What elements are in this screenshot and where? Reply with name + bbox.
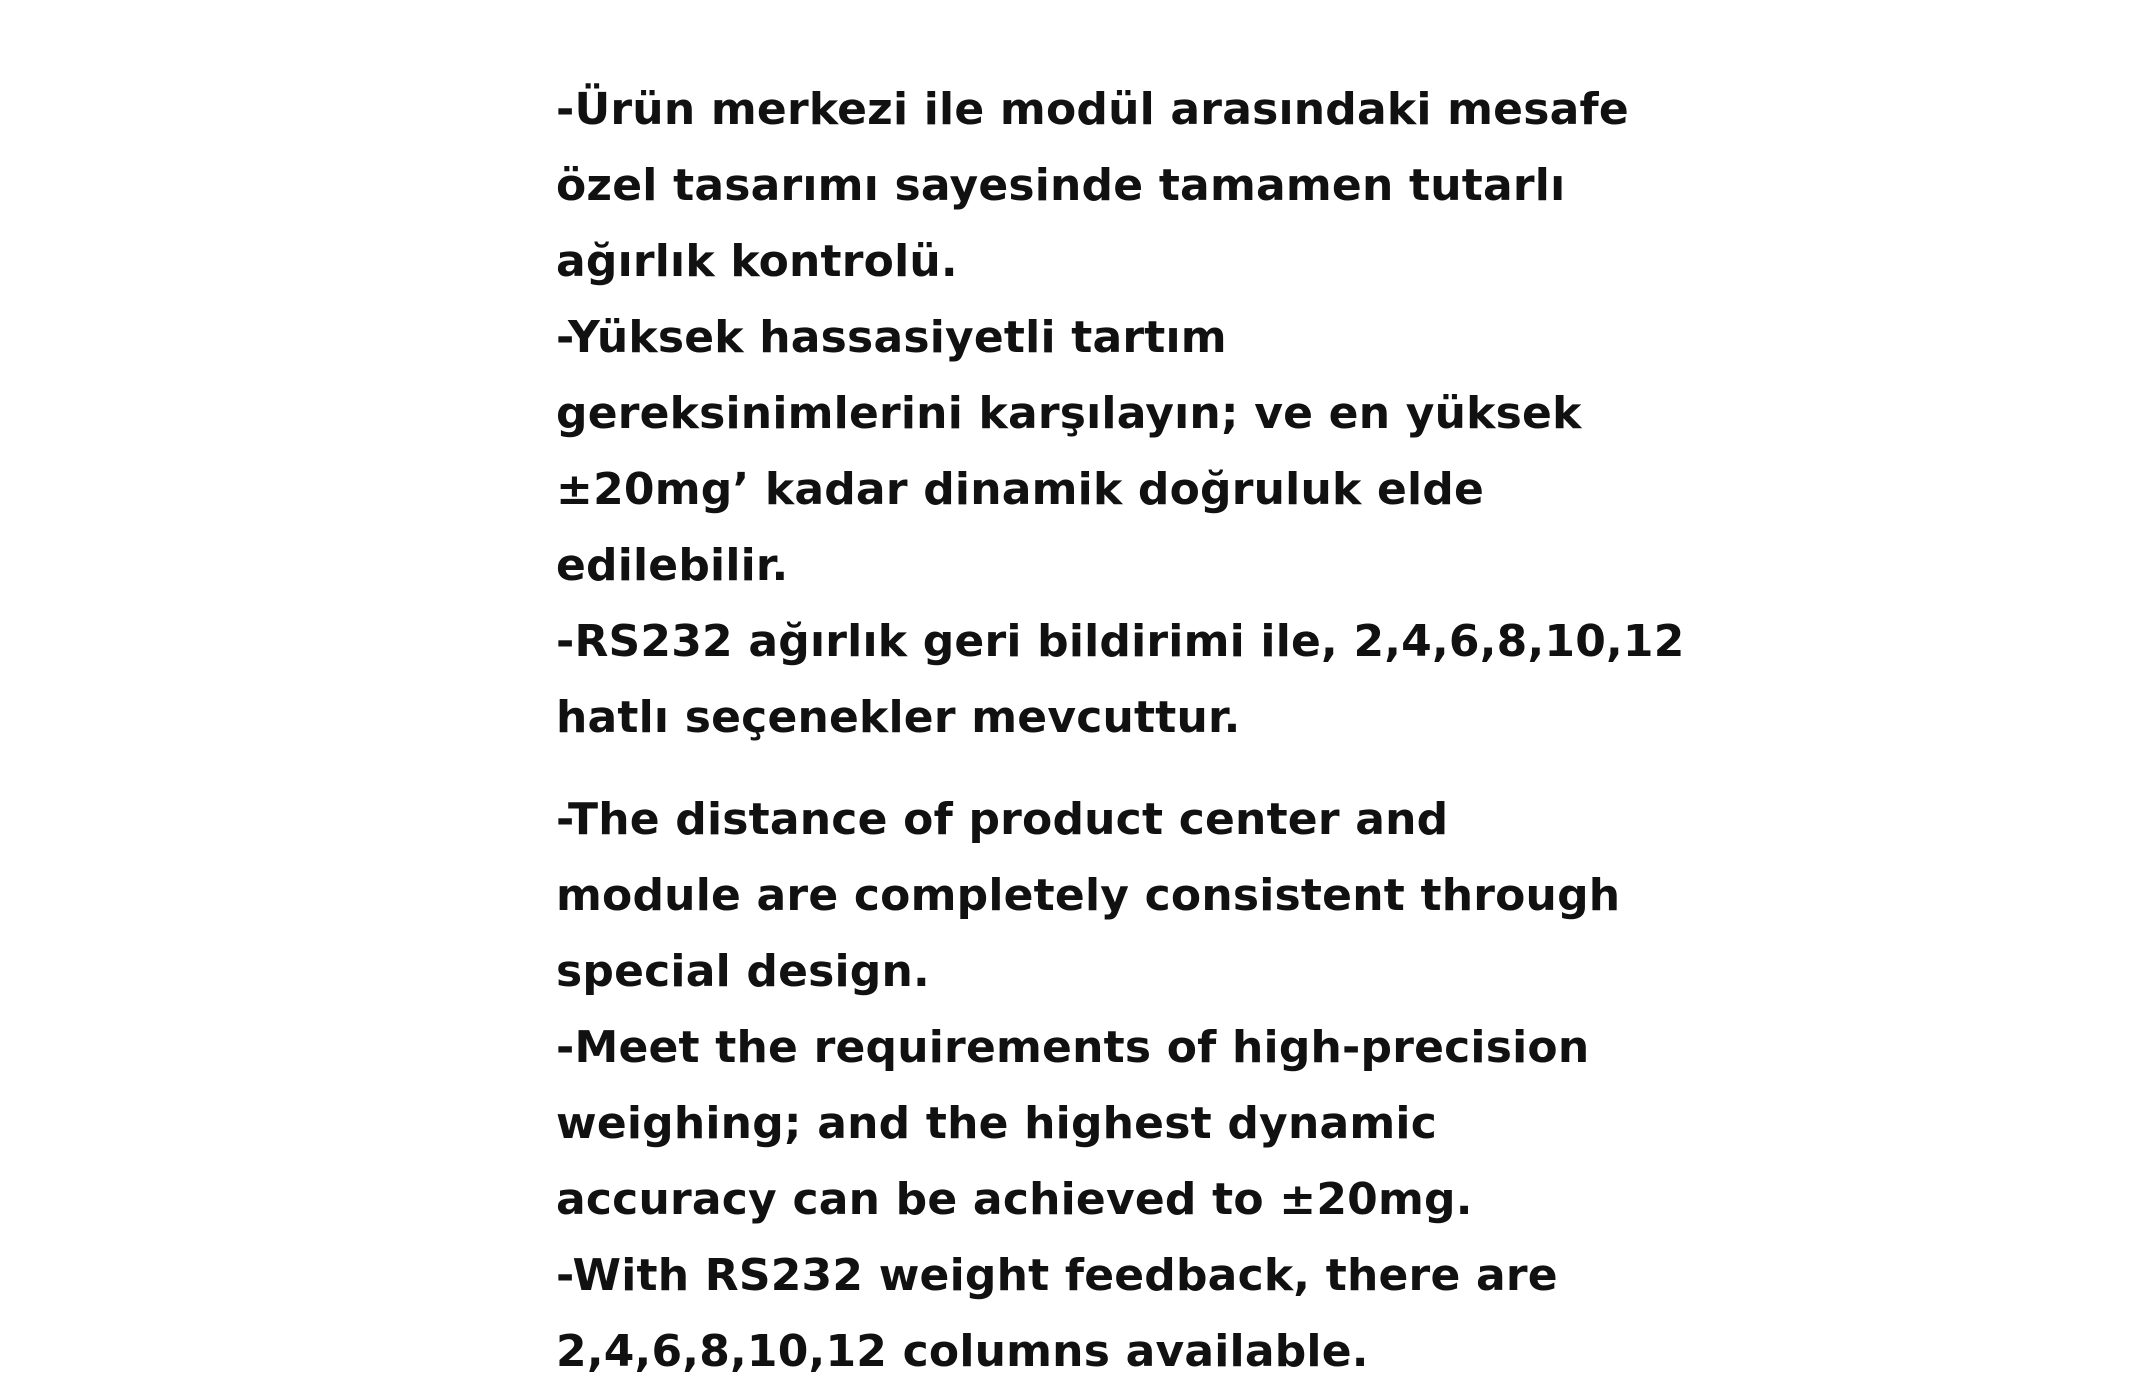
text-line: -RS232 ağırlık geri bildirimi ile, 2,4,6,8,10,12	[556, 616, 1685, 667]
text-line: edilebilir.	[556, 540, 789, 591]
text-line: -The distance of product center and	[556, 794, 1449, 845]
text-line: -Meet the requirements of high-precision	[556, 1022, 1590, 1073]
text-line: hatlı seçenekler mevcuttur.	[556, 692, 1241, 743]
text-line: accuracy can be achieved to ±20mg.	[556, 1174, 1473, 1225]
text-line: ağırlık kontrolü.	[556, 236, 958, 287]
text-line: special design.	[556, 946, 930, 997]
text-line: gereksinimlerini karşılayın; ve en yüksek	[556, 388, 1582, 439]
text-line: 2,4,6,8,10,12 columns available.	[556, 1326, 1369, 1377]
text-line: özel tasarımı sayesinde tamamen tutarlı	[556, 160, 1566, 211]
text-line: ±20mg’ kadar dinamik doğruluk elde	[556, 464, 1485, 515]
text-line: -Ürün merkezi ile modül arasındaki mesafe	[556, 84, 1629, 135]
description-text-block	[556, 72, 1685, 1390]
text-line: weighing; and the highest dynamic	[556, 1098, 1437, 1149]
english-description	[556, 782, 1636, 1390]
turkish-description	[556, 72, 1685, 756]
text-line: -With RS232 weight feedback, there are	[556, 1250, 1558, 1301]
text-line: -Yüksek hassasiyetli tartım	[556, 312, 1227, 363]
text-line: module are completely consistent through	[556, 870, 1621, 921]
